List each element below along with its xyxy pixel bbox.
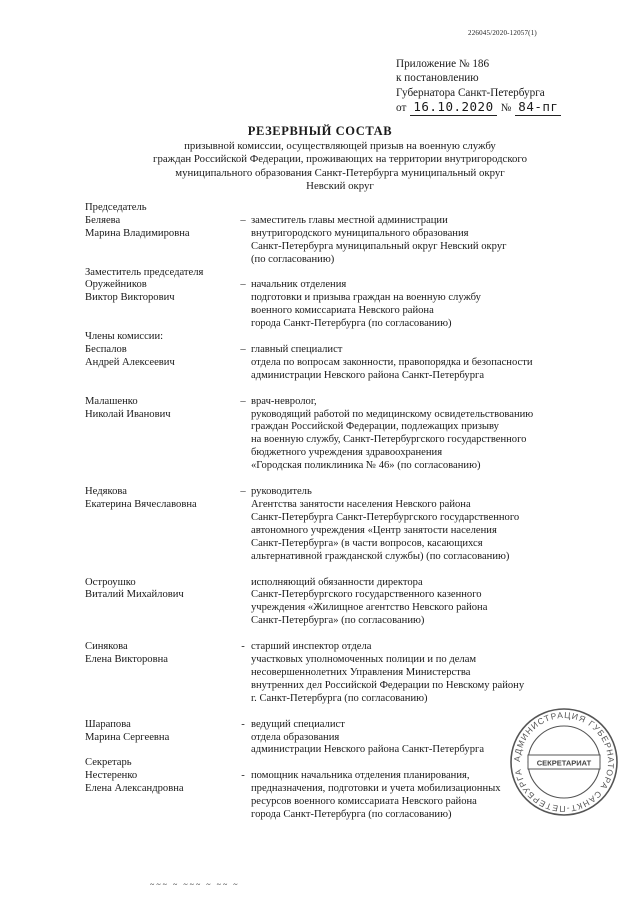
position-line: города Санкт-Петербурга (по согласованию): [251, 318, 452, 330]
document-id: 226045/2020-12057(1): [468, 29, 537, 37]
position-line: города Санкт-Петербурга (по согласованию): [251, 809, 452, 820]
official-stamp: [508, 706, 620, 818]
position-line: альтернативной гражданской службы) (по согласованию): [251, 550, 510, 562]
member-position: [251, 344, 605, 383]
member-entry: [85, 344, 605, 383]
member-entry: [85, 279, 605, 331]
annex-line-2: к постановлению: [396, 72, 479, 85]
member-surname: Беляева: [85, 214, 121, 226]
position-line: руководитель: [251, 486, 312, 498]
member-given-names: Николай Иванович: [85, 408, 171, 420]
position-line: предназначения, подготовки и учета мобилизационных: [251, 783, 501, 795]
member-position: [251, 396, 605, 473]
member-entry: [85, 215, 605, 267]
position-line: руководящий работой по медицинскому освидетельствованию: [251, 408, 534, 420]
member-dash: -: [241, 641, 245, 653]
member-spacer: [85, 383, 605, 396]
position-line: Санкт-Петербургского государственного казенного: [251, 589, 482, 601]
annex-from: от: [396, 102, 407, 115]
document-title: РЕЗЕРВНЫЙ СОСТАВ: [247, 124, 393, 138]
deputy-section: [85, 279, 605, 331]
subtitle-line: граждан Российской Федерации, проживающих на территории внутригородского: [153, 153, 527, 166]
member-entry: [85, 577, 605, 629]
position-line: отдела образования: [251, 731, 340, 743]
member-name: [85, 344, 235, 383]
annex-date: 16.10.2020: [410, 100, 496, 115]
position-line: администрации Невского района Санкт-Петербурга: [251, 369, 485, 381]
position-line: подготовки и призыва граждан на военную службу: [251, 292, 481, 304]
member-name: [85, 279, 235, 331]
position-line: отдела по вопросам законности, правопорядка и безопасности: [251, 356, 533, 368]
member-surname: Недякова: [85, 486, 127, 498]
member-spacer: [85, 564, 605, 577]
member-entry: [85, 396, 605, 473]
position-line: несовершеннолетних Управления Министерства: [251, 666, 471, 678]
member-surname: Нестеренко: [85, 770, 138, 782]
scan-footer-artifact: ~~~ ~ ~~~ ~ ~~ ~: [150, 880, 240, 889]
member-name: [85, 770, 235, 822]
members-section: [85, 344, 605, 757]
member-given-names: Елена Викторовна: [85, 654, 168, 666]
chairman-section: [85, 215, 605, 267]
position-line: участковых уполномоченных полиции и по делам: [251, 654, 477, 666]
member-dash: -: [241, 770, 245, 782]
annex-block: [396, 57, 561, 116]
member-dash: –: [240, 395, 246, 407]
member-dash: –: [240, 279, 246, 291]
member-position: [251, 279, 605, 331]
position-line: Агентства занятости населения Невского района: [251, 498, 471, 510]
subtitle-line: муниципального образования Санкт-Петербурга муниципальный округ: [175, 166, 505, 179]
position-line: администрации Невского района Санкт-Петербурга: [251, 744, 485, 756]
member-given-names: Марина Сергеевна: [85, 731, 170, 743]
member-dash: -: [241, 718, 245, 730]
position-line: автономного учреждения «Центр занятости населения: [251, 524, 497, 536]
member-name: [85, 719, 235, 758]
position-line: военного комиссариата Невского района: [251, 305, 434, 317]
position-line: старший инспектор отдела: [251, 641, 372, 653]
member-surname: Шарапова: [85, 718, 131, 730]
member-dash: [235, 577, 251, 629]
subtitle-line: Невский округ: [306, 180, 374, 193]
position-line: помощник начальника отделения планирования,: [251, 770, 470, 782]
position-line: Санкт-Петербурга» (в части вопросов, касающихся: [251, 537, 483, 549]
member-name: [85, 215, 235, 267]
member-name: [85, 486, 235, 563]
position-line: ведущий специалист: [251, 718, 345, 730]
member-given-names: Андрей Алексеевич: [85, 356, 175, 368]
member-dash: –: [240, 486, 246, 498]
member-position: [251, 486, 605, 563]
position-line: Санкт-Петербурга Санкт-Петербургского государственного: [251, 511, 520, 523]
member-name: [85, 641, 235, 706]
member-surname: Беспалов: [85, 343, 127, 355]
subtitle-line: призывной комиссии, осуществляющей призыв на военную службу: [184, 140, 496, 152]
member-dash: –: [240, 214, 246, 226]
member-spacer: [85, 628, 605, 641]
member-entry: [85, 641, 605, 706]
position-line: Санкт-Петербурга муниципальный округ Невский округ: [251, 240, 507, 252]
position-line: Санкт-Петербурга» (по согласованию): [251, 615, 425, 627]
document-subtitle: [70, 140, 610, 194]
member-position: [251, 641, 605, 706]
member-name: [85, 396, 235, 473]
position-line: внутригородского муниципального образования: [251, 227, 469, 239]
heading-deputy: Заместитель председателя: [85, 266, 204, 278]
heading-chairman: Председатель: [85, 202, 147, 213]
position-line: на военную службу, Санкт-Петербургского государственного: [251, 434, 527, 446]
position-line: заместитель главы местной администрации: [251, 214, 448, 226]
member-position: [251, 215, 605, 267]
position-line: бюджетного учреждения здравоохранения: [251, 447, 443, 459]
position-line: учреждения «Жилищное агентство Невского района: [251, 602, 488, 614]
position-line: (по согласованию): [251, 253, 335, 265]
position-line: г. Санкт-Петербурга (по согласованию): [251, 692, 428, 704]
member-position: [251, 577, 605, 629]
member-given-names: Елена Александровна: [85, 783, 184, 795]
member-surname: Оружейников: [85, 279, 147, 291]
stamp-ring-text: АДМИНИСТРАЦИЯ ГУБЕРНАТОРА САНКТ-ПЕТЕРБУРГА: [511, 709, 617, 815]
position-line: начальник отделения: [251, 279, 347, 291]
annex-line-1: Приложение № 186: [396, 58, 490, 70]
heading-secretary: Секретарь: [85, 757, 132, 769]
member-name: [85, 577, 235, 629]
annex-number-sign: №: [500, 102, 512, 115]
stamp-center-text: СЕКРЕТАРИАТ: [536, 758, 592, 768]
member-surname: Малашенко: [85, 395, 138, 407]
position-line: врач-невролог,: [251, 395, 317, 407]
member-dash: –: [240, 343, 246, 355]
position-line: внутренних дел Российской Федерации по Невскому району: [251, 679, 525, 691]
member-surname: Синякова: [85, 641, 128, 653]
position-line: исполняющий обязанности директора: [251, 576, 423, 588]
annex-date-line: [396, 100, 561, 115]
position-line: ресурсов военного комиссариата Невского района: [251, 796, 477, 808]
member-spacer: [85, 473, 605, 486]
position-line: «Городская поликлиника № 46» (по согласованию): [251, 460, 481, 472]
member-surname: Остроушко: [85, 576, 136, 588]
member-given-names: Екатерина Вячеславовна: [85, 498, 197, 510]
member-given-names: Виталий Михайлович: [85, 589, 184, 601]
position-line: граждан Российской Федерации, подлежащих призыву: [251, 421, 499, 433]
annex-number: 84-пг: [515, 100, 561, 115]
member-given-names: Марина Владимировна: [85, 227, 190, 239]
member-entry: [85, 486, 605, 563]
annex-line-3: Губернатора Санкт-Петербурга: [396, 86, 545, 99]
heading-members: Члены комиссии:: [85, 331, 164, 343]
member-given-names: Виктор Викторович: [85, 292, 175, 304]
position-line: главный специалист: [251, 343, 343, 355]
